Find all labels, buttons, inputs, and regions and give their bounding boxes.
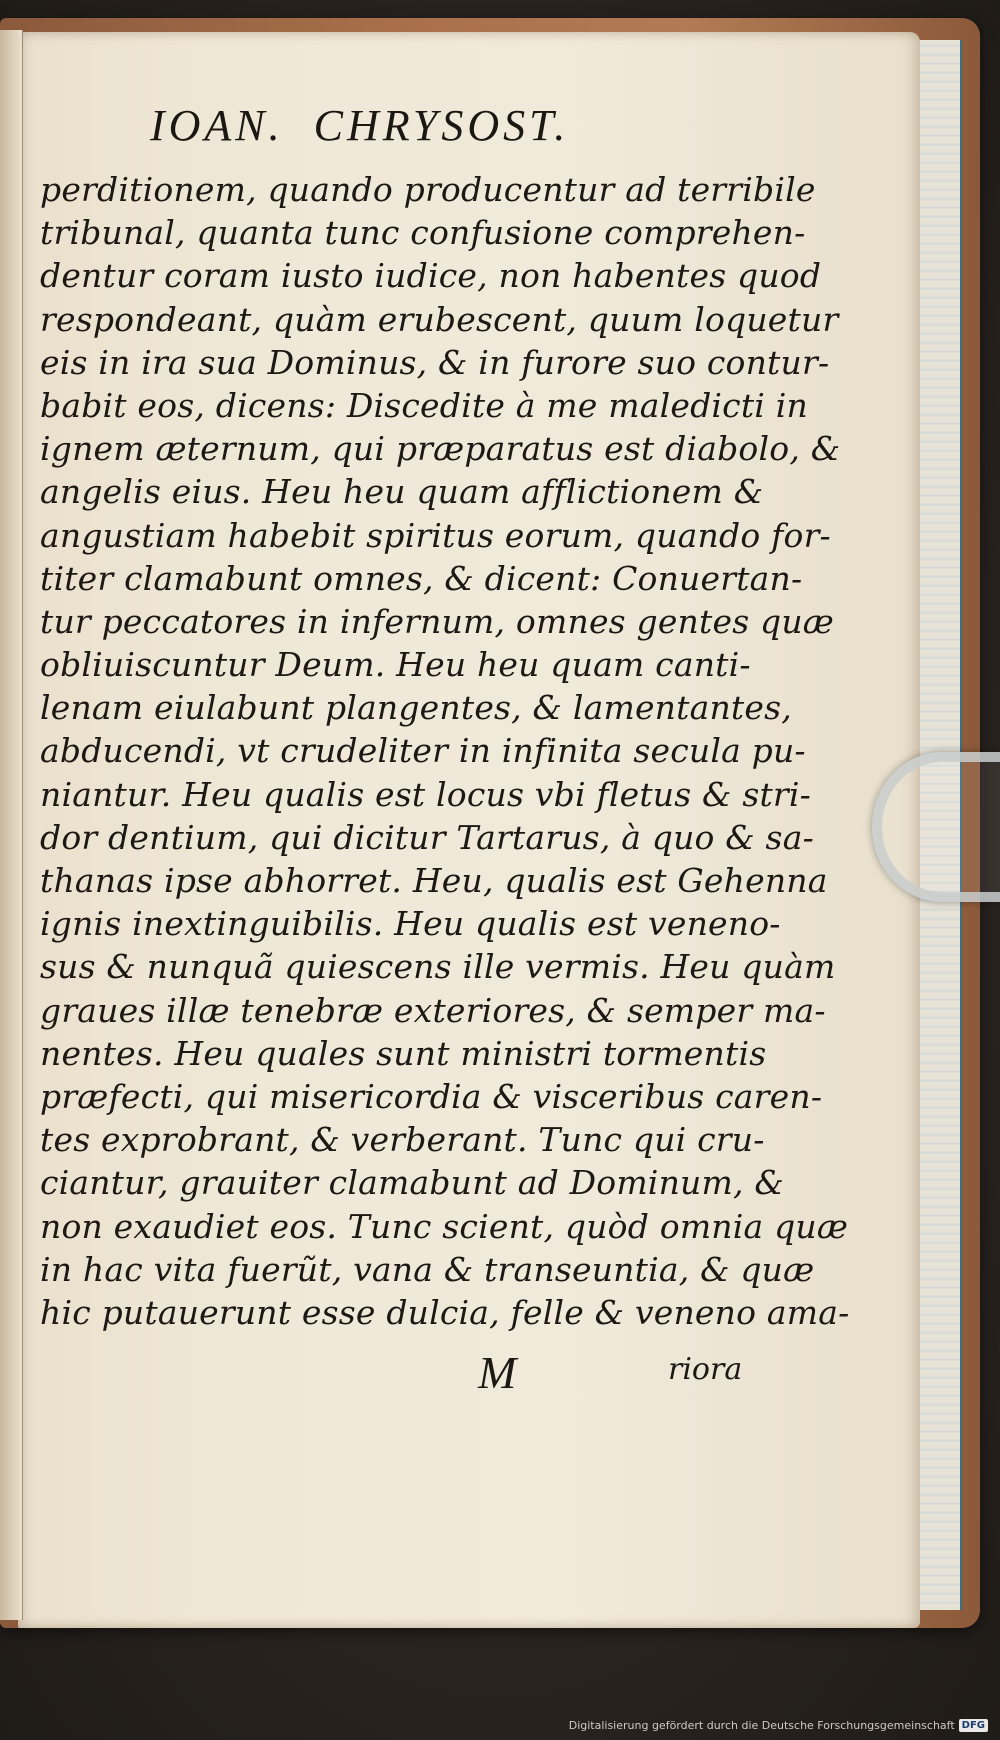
text-line: abducendi, vt crudeliter in infinita secula pu- [40, 731, 806, 771]
signature-mark: M [478, 1347, 517, 1398]
text-line: titer clamabunt omnes, & dicent: Conuertan- [40, 558, 803, 598]
text-line: hic putauerunt esse dulcia, felle & veneno ama- [40, 1292, 850, 1332]
text-line: non exaudiet eos. Tunc scient, quòd omnia quæ [40, 1206, 849, 1246]
text-line: niantur. Heu qualis est locus vbi fletus & stri- [40, 774, 812, 814]
text-line: eis in ira sua Dominus, & in furore suo contur- [40, 342, 830, 382]
text-line: angelis eius. Heu heu quam afflictionem & [40, 472, 764, 512]
text-line: graues illæ tenebræ exteriores, & semper ma- [40, 990, 826, 1030]
text-line: in hac vita fuerũt, vana & transeuntia, & quæ [40, 1249, 815, 1289]
text-line: sus & nunquã quiescens ille vermis. Heu quàm [40, 947, 836, 987]
footer-credit-text: Digitalisierung gefördert durch die Deutsche Forschungsgemeinschaft [568, 1719, 955, 1732]
running-head: IOAN. CHRYSOST. [150, 101, 570, 150]
text-line: dor dentium, qui dicitur Tartarus, à quo & sa- [40, 817, 814, 857]
dfg-logo: DFG [959, 1719, 988, 1732]
text-line: nentes. Heu quales sunt ministri tormentis [40, 1033, 767, 1073]
text-line: ignem æternum, qui præparatus est diabolo, & [40, 429, 841, 469]
text-line: angustiam habebit spiritus eorum, quando for- [40, 515, 831, 555]
text-line: respondeant, quàm erubescent, quum loquetur [40, 299, 839, 339]
text-line: ignis inextinguibilis. Heu qualis est veneno- [40, 904, 781, 944]
facing-page-strip [0, 30, 23, 1620]
text-line: lenam eiulabunt plangentes, & lamentantes, [40, 688, 792, 728]
text-line: ciantur, grauiter clamabunt ad Dominum, & [40, 1163, 784, 1203]
text-line: tribunal, quanta tunc confusione comprehen- [40, 213, 806, 253]
text-line: perditionem, quando producentur ad terribile [40, 170, 816, 209]
page-clip [872, 752, 1000, 902]
text-line: præfecti, qui misericordia & visceribus caren- [40, 1076, 823, 1116]
text-line: thanas ipse abhorret. Heu, qualis est Gehenna [40, 861, 828, 900]
text-line: obliuiscuntur Deum. Heu heu quam canti- [40, 645, 751, 685]
text-line: tur peccatores in infernum, omnes gentes quæ [40, 601, 835, 641]
text-line: dentur coram iusto iudice, non habentes quod [40, 256, 822, 296]
text-line: babit eos, dicens: Discedite à me maledicti in [40, 385, 808, 425]
footer-credit [569, 1719, 988, 1732]
text-line: tes exprobrant, & verberant. Tunc qui cru- [40, 1120, 765, 1160]
body-text [40, 168, 850, 1334]
catchword: riora [668, 1352, 743, 1387]
